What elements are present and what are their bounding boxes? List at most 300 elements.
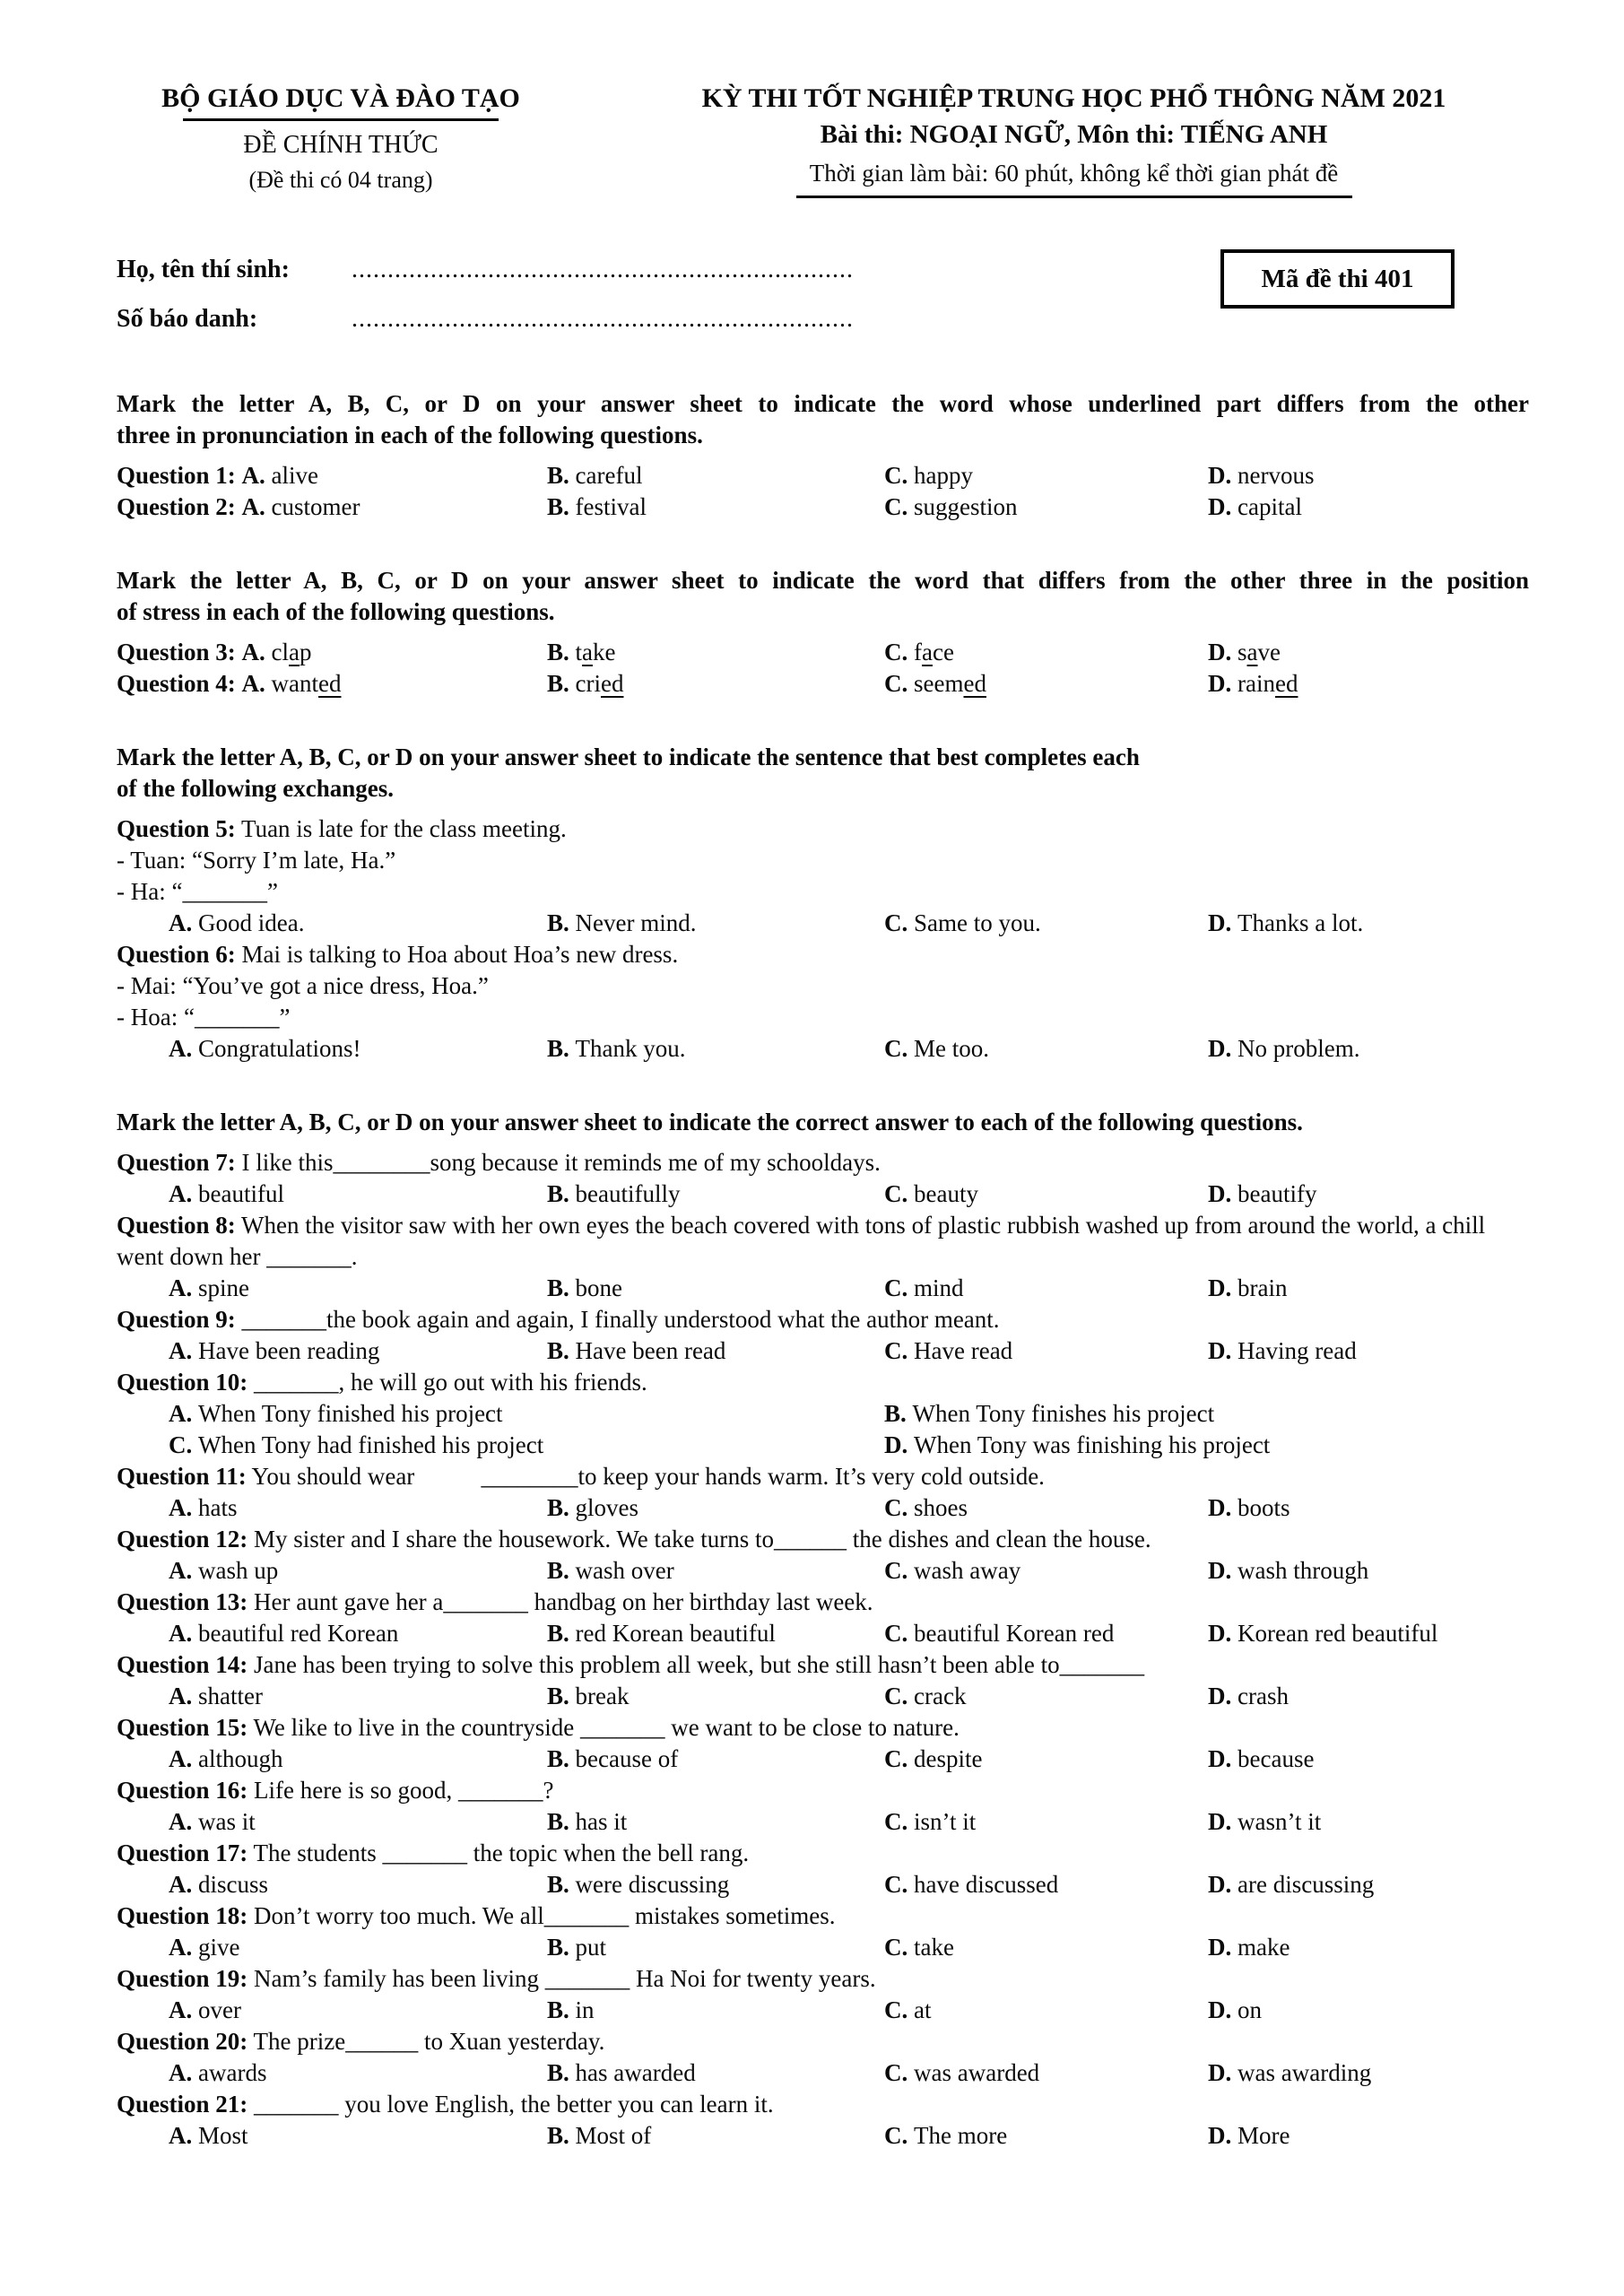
question-label: Question 11: — [117, 1463, 247, 1490]
question-row — [117, 668, 1529, 700]
question-text: Jane has been trying to solve this problem all week, but she still hasn’t been able to_______ — [254, 1651, 1145, 1678]
option — [169, 1492, 547, 1524]
question-lead — [117, 460, 547, 491]
option-text: When Tony finishes his project — [912, 1400, 1215, 1427]
option-letter: A. — [169, 2059, 193, 2086]
option-letter: A. — [241, 493, 265, 520]
option-text: alive — [271, 462, 318, 489]
option-letter: C. — [884, 1337, 908, 1364]
question-stem — [117, 1367, 1529, 1398]
option-text: When Tony had finished his project — [198, 1431, 544, 1458]
dialogue-line: - Ha: “_______” — [117, 878, 278, 905]
option-letter: C. — [169, 1431, 193, 1458]
option — [1208, 1806, 1529, 1838]
options-row — [117, 1492, 1529, 1524]
question-stem — [117, 1587, 1529, 1618]
option-text: When Tony finished his project — [198, 1400, 503, 1427]
instruction-line: of stress in each of the following questions. — [117, 598, 555, 625]
question-text: _______, he will go out with his friends. — [254, 1369, 647, 1396]
option-text: put — [575, 1934, 607, 1961]
option-text: on — [1238, 1996, 1262, 2023]
section-instruction — [117, 1107, 1529, 1138]
option-letter: C. — [884, 1557, 908, 1584]
question-label: Question 9: — [117, 1306, 236, 1333]
option — [1208, 1335, 1529, 1367]
option-text: wasn’t it — [1238, 1808, 1322, 1835]
option — [884, 460, 1208, 491]
option-letter: A. — [241, 462, 265, 489]
option-text: Thank you. — [575, 1035, 686, 1062]
question-label: Question 20: — [117, 2028, 248, 2055]
option — [1208, 1492, 1529, 1524]
question-label: Question 4: — [117, 670, 236, 697]
option-letter: C. — [884, 1934, 908, 1961]
instruction-line: three in pronunciation in each of the following questions. — [117, 422, 703, 448]
question-text: We like to live in the countryside _______ we want to be close to nature. — [253, 1714, 960, 1741]
options-row — [117, 1932, 1529, 1963]
option-letter: B. — [547, 1683, 569, 1709]
option — [884, 1995, 1208, 2026]
question-stem — [117, 1838, 1529, 1869]
option — [169, 1744, 547, 1775]
question-text: Life here is so good, _______? — [254, 1777, 554, 1804]
question-lead — [117, 491, 547, 523]
option — [169, 1869, 547, 1900]
question-stem — [117, 1304, 1529, 1335]
dialogue-line: - Hoa: “_______” — [117, 1004, 291, 1031]
option-letter: D. — [1208, 1494, 1232, 1521]
option — [547, 2057, 884, 2089]
option — [169, 2120, 547, 2152]
question-lead — [117, 668, 547, 700]
option-letter: C. — [884, 670, 908, 697]
option-text: The more — [914, 2122, 1008, 2149]
option — [1208, 1555, 1529, 1587]
question-text: Nam’s family has been living _______ Ha Noi for twenty years. — [254, 1965, 876, 1992]
option — [169, 1335, 547, 1367]
option-text: were discussing — [575, 1871, 730, 1898]
option-letter: D. — [1208, 1274, 1232, 1301]
option-text: make — [1238, 1934, 1290, 1961]
candidate-name-row — [117, 257, 854, 283]
options-row — [117, 1178, 1529, 1210]
option-letter: A. — [169, 909, 193, 936]
question-stem — [117, 1461, 1529, 1492]
option-text: Korean red beautiful — [1238, 1620, 1438, 1647]
option — [242, 670, 342, 697]
question-label: Question 18: — [117, 1902, 248, 1929]
ministry-underline — [183, 118, 499, 121]
option-letter: A. — [169, 1180, 193, 1207]
exam-name: KỲ THI TỐT NGHIỆP TRUNG HỌC PHỔ THÔNG NĂM 2021 — [701, 83, 1446, 113]
option — [547, 1932, 884, 1963]
option-letter: D. — [1208, 2059, 1232, 2086]
option-text: wash up — [198, 1557, 279, 1584]
option — [547, 1618, 884, 1649]
question-text: The prize______ to Xuan yesterday. — [253, 2028, 605, 2055]
options-row — [117, 1335, 1529, 1367]
instruction-line: Mark the letter A, B, C, or D on your answer sheet to indicate the word that differs from the other three in the position — [117, 567, 1529, 594]
option-text: festival — [575, 493, 647, 520]
option-letter: A. — [169, 1871, 193, 1898]
option-letter: B. — [547, 493, 569, 520]
option — [1208, 1744, 1529, 1775]
option-letter: D. — [1208, 1683, 1232, 1709]
option — [1208, 2057, 1529, 2089]
option-text: take — [575, 639, 616, 665]
question-label: Question 17: — [117, 1839, 248, 1866]
option-text: Have been read — [575, 1337, 726, 1364]
option — [169, 908, 547, 939]
option-letter: C. — [884, 462, 908, 489]
option — [884, 1869, 1208, 1900]
option-letter: A. — [169, 1620, 193, 1647]
option-letter: B. — [547, 670, 569, 697]
question-text: Her aunt gave her a_______ handbag on her birthday last week. — [254, 1588, 873, 1615]
option-text: isn’t it — [914, 1808, 977, 1835]
subject-line: Bài thi: NGOẠI NGỮ, Môn thi: TIẾNG ANH — [820, 120, 1328, 149]
option-letter: B. — [547, 1180, 569, 1207]
candidate-id-dotted-line: ...................................................................... — [352, 305, 854, 333]
option-letter: D. — [1208, 493, 1232, 520]
option-text: beautiful — [198, 1180, 284, 1207]
option — [1208, 1273, 1529, 1304]
option — [547, 460, 884, 491]
question-label: Question 6: — [117, 941, 236, 968]
section-instruction — [117, 565, 1529, 628]
option — [884, 1618, 1208, 1649]
question-label: Question 15: — [117, 1714, 248, 1741]
candidate-name-label: Họ, tên thí sinh: — [117, 256, 290, 283]
option — [1208, 2120, 1529, 2152]
option — [169, 1178, 547, 1210]
option-text: beautiful red Korean — [198, 1620, 399, 1647]
options-row — [117, 1995, 1529, 2026]
option-text: brain — [1238, 1274, 1288, 1301]
question-text: You should wear ________to keep your hands warm. It’s very cold outside. — [251, 1463, 1045, 1490]
exam-code: Mã đề thi 401 — [1261, 264, 1414, 293]
section-instruction — [117, 742, 1529, 804]
option-letter: C. — [884, 1871, 908, 1898]
candidate-name-dotted-line: ...................................................................... — [352, 256, 854, 283]
option — [547, 1492, 884, 1524]
option-letter: A. — [241, 639, 265, 665]
option-text: mind — [914, 1274, 964, 1301]
question-stem — [117, 813, 1529, 845]
question-label: Question 2: — [117, 493, 236, 520]
option — [547, 1033, 884, 1065]
option — [547, 491, 884, 523]
option-letter: D. — [1208, 1934, 1232, 1961]
option-text: because of — [575, 1745, 679, 1772]
option — [547, 2120, 884, 2152]
option-letter: B. — [547, 639, 569, 665]
option-letter: B. — [547, 1871, 569, 1898]
question-row — [117, 460, 1529, 491]
option-text: break — [575, 1683, 630, 1709]
option-letter: A. — [241, 670, 265, 697]
option-letter: D. — [1208, 1337, 1232, 1364]
option — [884, 668, 1208, 700]
option — [547, 1178, 884, 1210]
option — [884, 908, 1208, 939]
option-letter: B. — [884, 1400, 907, 1427]
candidate-id-label: Số báo danh: — [117, 305, 258, 333]
options-row — [117, 1398, 1529, 1430]
option-text: nervous — [1238, 462, 1315, 489]
option — [1208, 1932, 1529, 1963]
header-right — [632, 83, 1515, 198]
option — [547, 1335, 884, 1367]
question-stem — [117, 1900, 1529, 1932]
question-label: Question 19: — [117, 1965, 248, 1992]
option — [169, 2057, 547, 2089]
option-letter: D. — [1208, 639, 1232, 665]
option-letter: D. — [884, 1431, 908, 1458]
option — [547, 1869, 884, 1900]
option-letter: C. — [884, 1996, 908, 2023]
option-letter: C. — [884, 1035, 908, 1062]
question-text: When the visitor saw with her own eyes the beach covered with tons of plastic rubbish washed up from around the world, a chill went down her _______. — [117, 1212, 1486, 1270]
question-text: _______ you love English, the better you can learn it. — [254, 2091, 774, 2118]
ministry-title: BỘ GIÁO DỤC VÀ ĐÀO TẠO — [161, 83, 520, 113]
option-letter: D. — [1208, 909, 1232, 936]
option — [547, 1806, 884, 1838]
option-letter: D. — [1208, 1996, 1232, 2023]
question-text: My sister and I share the housework. We take turns to______ the dishes and clean the house. — [254, 1526, 1151, 1552]
option-letter: C. — [884, 1274, 908, 1301]
option-letter: C. — [884, 1808, 908, 1835]
option — [884, 1492, 1208, 1524]
option — [884, 1033, 1208, 1065]
option — [169, 1430, 884, 1461]
option-text: crack — [914, 1683, 967, 1709]
dialogue-line: - Mai: “You’ve got a nice dress, Hoa.” — [117, 972, 489, 999]
question-label: Question 12: — [117, 1526, 248, 1552]
option-text: seemed — [914, 670, 986, 697]
option-text: save — [1238, 639, 1281, 665]
option-letter: C. — [884, 1620, 908, 1647]
option — [169, 1806, 547, 1838]
option-letter: B. — [547, 1934, 569, 1961]
option-letter: C. — [884, 639, 908, 665]
option — [884, 1273, 1208, 1304]
question-stem — [117, 1147, 1529, 1178]
option-text: Have read — [914, 1337, 1013, 1364]
option-letter: A. — [169, 2122, 193, 2149]
option-text: When Tony was finishing his project — [914, 1431, 1271, 1458]
option-text: has awarded — [575, 2059, 696, 2086]
question-text: Mai is talking to Hoa about Hoa’s new dress. — [241, 941, 679, 968]
option-text: despite — [914, 1745, 983, 1772]
option-letter: C. — [884, 1683, 908, 1709]
option-letter: B. — [547, 1996, 569, 2023]
option — [547, 637, 884, 668]
option — [884, 1744, 1208, 1775]
option — [884, 1681, 1208, 1712]
option-text: take — [914, 1934, 954, 1961]
option-text: discuss — [198, 1871, 269, 1898]
question-stem — [117, 939, 1529, 970]
option-letter: A. — [169, 1996, 193, 2023]
question-text: Tuan is late for the class meeting. — [241, 815, 567, 842]
option-text: crash — [1238, 1683, 1289, 1709]
question-stem — [117, 1649, 1529, 1681]
option-text: wash through — [1238, 1557, 1369, 1584]
option — [547, 1744, 884, 1775]
options-row — [117, 1273, 1529, 1304]
option-letter: C. — [884, 2122, 908, 2149]
options-row — [117, 2057, 1529, 2089]
option — [169, 1995, 547, 2026]
question-text: The students _______ the topic when the bell rang. — [253, 1839, 750, 1866]
exam-type-label: ĐỀ CHÍNH THỨC — [243, 131, 439, 159]
option-text: was it — [198, 1808, 256, 1835]
option-letter: A. — [169, 1035, 193, 1062]
header-left — [117, 83, 565, 198]
dialogue-line: - Tuan: “Sorry I’m late, Ha.” — [117, 847, 396, 874]
option-text: Me too. — [914, 1035, 989, 1062]
option-text: beauty — [914, 1180, 978, 1207]
option-letter: D. — [1208, 1808, 1232, 1835]
option — [169, 1273, 547, 1304]
question-label: Question 13: — [117, 1588, 248, 1615]
options-row — [117, 1681, 1529, 1712]
options-row — [117, 2120, 1529, 2152]
option-letter: D. — [1208, 1620, 1232, 1647]
option-letter: A. — [169, 1337, 193, 1364]
options-row — [117, 1430, 1529, 1461]
option-letter: C. — [884, 1745, 908, 1772]
option — [1208, 1618, 1529, 1649]
option-letter: C. — [884, 1180, 908, 1207]
option — [884, 491, 1208, 523]
option-text: Good idea. — [198, 909, 305, 936]
option — [1208, 491, 1529, 523]
question-label: Question 7: — [117, 1149, 236, 1176]
option-letter: A. — [169, 1808, 193, 1835]
question-stem — [117, 1775, 1529, 1806]
option — [1208, 1869, 1529, 1900]
duration-line: Thời gian làm bài: 60 phút, không kể thời gian phát đề — [809, 160, 1339, 187]
option — [169, 1618, 547, 1649]
option-text: beautiful Korean red — [914, 1620, 1115, 1647]
exam-code-box — [1220, 249, 1455, 309]
option-letter: B. — [547, 1557, 569, 1584]
option-text: happy — [914, 462, 973, 489]
question-stem — [117, 2089, 1529, 2120]
option-text: spine — [198, 1274, 249, 1301]
option-letter: B. — [547, 2122, 569, 2149]
option-text: face — [914, 639, 954, 665]
option — [884, 1178, 1208, 1210]
option — [169, 1681, 547, 1712]
question-stem — [117, 1963, 1529, 1995]
option-letter: A. — [169, 1934, 193, 1961]
option-letter: B. — [547, 909, 569, 936]
question-label: Question 5: — [117, 815, 236, 842]
option — [242, 639, 312, 665]
option-letter: B. — [547, 1620, 569, 1647]
option-text: careful — [575, 462, 643, 489]
option — [1208, 460, 1529, 491]
option-text: Have been reading — [198, 1337, 380, 1364]
option-text: wanted — [271, 670, 342, 697]
option-letter: C. — [884, 1494, 908, 1521]
option-text: shoes — [914, 1494, 968, 1521]
option-text: are discussing — [1238, 1871, 1375, 1898]
option-letter: D. — [1208, 1557, 1232, 1584]
question-label: Question 14: — [117, 1651, 248, 1678]
candidate-block — [117, 257, 854, 356]
option — [547, 1555, 884, 1587]
option — [884, 1555, 1208, 1587]
option-text: More — [1238, 2122, 1290, 2149]
question-stem — [117, 2026, 1529, 2057]
options-row — [117, 1555, 1529, 1587]
option-text: Never mind. — [575, 909, 697, 936]
option-text: hats — [198, 1494, 238, 1521]
option-text: was awarded — [914, 2059, 1040, 2086]
option-letter: D. — [1208, 1180, 1232, 1207]
option-letter: A. — [169, 1400, 193, 1427]
option-text: beautifully — [575, 1180, 681, 1207]
option — [884, 1806, 1208, 1838]
option-letter: D. — [1208, 2122, 1232, 2149]
option — [884, 1932, 1208, 1963]
option-text: because — [1238, 1745, 1315, 1772]
option — [884, 1430, 1529, 1461]
options-row — [117, 1869, 1529, 1900]
pages-note: (Đề thi có 04 trang) — [248, 167, 433, 193]
option — [884, 1335, 1208, 1367]
option — [547, 1681, 884, 1712]
option — [547, 1995, 884, 2026]
options-row — [117, 1806, 1529, 1838]
option-text: although — [198, 1745, 283, 1772]
option-letter: D. — [1208, 1745, 1232, 1772]
option — [169, 1398, 884, 1430]
option — [547, 908, 884, 939]
option-letter: B. — [547, 1337, 569, 1364]
option — [884, 2120, 1208, 2152]
option-text: Thanks a lot. — [1238, 909, 1364, 936]
option-text: suggestion — [914, 493, 1018, 520]
option-text: Most — [198, 2122, 248, 2149]
option-text: awards — [198, 2059, 267, 2086]
option — [1208, 668, 1529, 700]
question-lead — [117, 637, 547, 668]
question-label: Question 3: — [117, 639, 236, 665]
option-text: bone — [575, 1274, 622, 1301]
option-letter: B. — [547, 1494, 569, 1521]
option-text: clap — [271, 639, 312, 665]
option-text: customer — [271, 493, 360, 520]
option-letter: A. — [169, 1557, 193, 1584]
option-text: gloves — [575, 1494, 639, 1521]
option — [169, 1932, 547, 1963]
section-instruction — [117, 388, 1529, 451]
question-text: I like this________song because it reminds me of my schooldays. — [241, 1149, 881, 1176]
option-text: shatter — [198, 1683, 263, 1709]
question-label: Question 21: — [117, 2091, 248, 2118]
option — [242, 493, 360, 520]
question-label: Question 1: — [117, 462, 236, 489]
option-text: was awarding — [1238, 2059, 1372, 2086]
candidate-id-row — [117, 307, 854, 332]
instruction-line: of the following exchanges. — [117, 775, 394, 802]
question-text: Don’t worry too much. We all_______ mistakes sometimes. — [254, 1902, 836, 1929]
